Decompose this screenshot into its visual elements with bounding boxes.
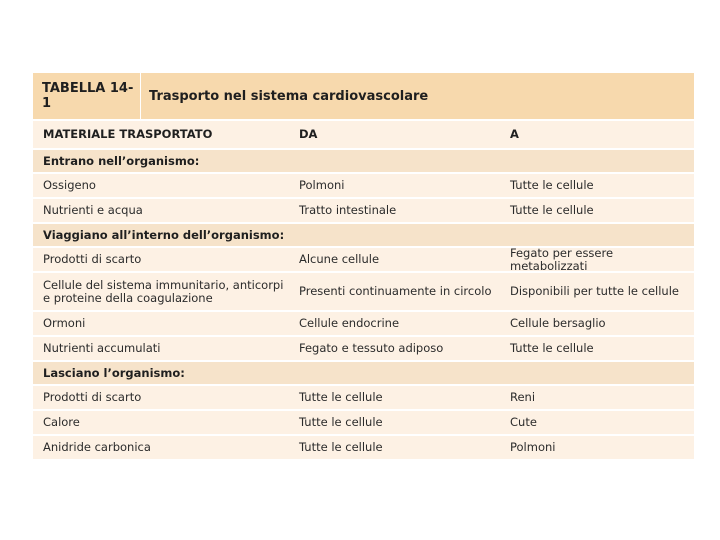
table-row xyxy=(33,197,694,222)
table-row xyxy=(33,434,694,459)
section-label: Lasciano l’organismo: xyxy=(43,365,185,380)
header-to: A xyxy=(510,127,519,141)
section-label: Entrano nell’organismo: xyxy=(43,153,200,168)
cell-to: Polmoni xyxy=(510,440,556,454)
table-row xyxy=(33,246,694,271)
cell-from: Presenti continuamente in circolo xyxy=(299,284,492,298)
table-row xyxy=(33,172,694,197)
cell-material: Anidride carbonica xyxy=(43,440,151,454)
table-header-row xyxy=(33,119,694,148)
cell-from: Alcune cellule xyxy=(299,252,380,266)
cell-material: Prodotti di scarto xyxy=(43,252,142,266)
cell-material: Ossigeno xyxy=(43,178,96,192)
header-material: MATERIALE TRASPORTATO xyxy=(43,127,213,141)
section-row xyxy=(33,360,694,384)
cell-material: Calore xyxy=(43,415,80,429)
transport-table xyxy=(33,73,694,459)
section-row xyxy=(33,222,694,246)
table-row xyxy=(33,335,694,360)
cell-to: Reni xyxy=(510,390,536,404)
cell-to: Fegato per essere metabolizzati xyxy=(510,245,614,273)
table-row xyxy=(33,310,694,335)
cell-from: Tratto intestinale xyxy=(299,203,397,217)
cell-material: Nutrienti e acqua xyxy=(43,203,143,217)
cell-to: Tutte le cellule xyxy=(510,178,594,192)
cell-to: Tutte le cellule xyxy=(510,341,594,355)
section-row xyxy=(33,148,694,172)
cell-to: Cute xyxy=(510,415,537,429)
cell-material: Ormoni xyxy=(43,316,86,330)
cell-to: Disponibili per tutte le cellule xyxy=(510,284,679,298)
header-from: DA xyxy=(299,127,318,141)
cell-from: Tutte le cellule xyxy=(299,440,383,454)
table-row xyxy=(33,384,694,409)
cell-material: Prodotti di scarto xyxy=(43,390,142,404)
cell-from: Cellule endocrine xyxy=(299,316,400,330)
table-title-bar xyxy=(33,73,694,119)
cell-from: Polmoni xyxy=(299,178,345,192)
table-title: Trasporto nel sistema cardiovascolare xyxy=(149,88,429,104)
cell-from: Fegato e tessuto adiposo xyxy=(299,341,444,355)
cell-from: Tutte le cellule xyxy=(299,415,383,429)
table-row xyxy=(33,409,694,434)
cell-to: Tutte le cellule xyxy=(510,203,594,217)
table-number: TABELLA 14-1 xyxy=(33,73,141,119)
cell-material: Cellule del sistema immunitario, anticorpi e proteine della coagulazione xyxy=(43,277,284,305)
cell-material: Nutrienti accumulati xyxy=(43,341,161,355)
table-row xyxy=(33,271,694,310)
cell-from: Tutte le cellule xyxy=(299,390,383,404)
section-label: Viaggiano all’interno dell’organismo: xyxy=(43,227,285,242)
cell-to: Cellule bersaglio xyxy=(510,316,606,330)
